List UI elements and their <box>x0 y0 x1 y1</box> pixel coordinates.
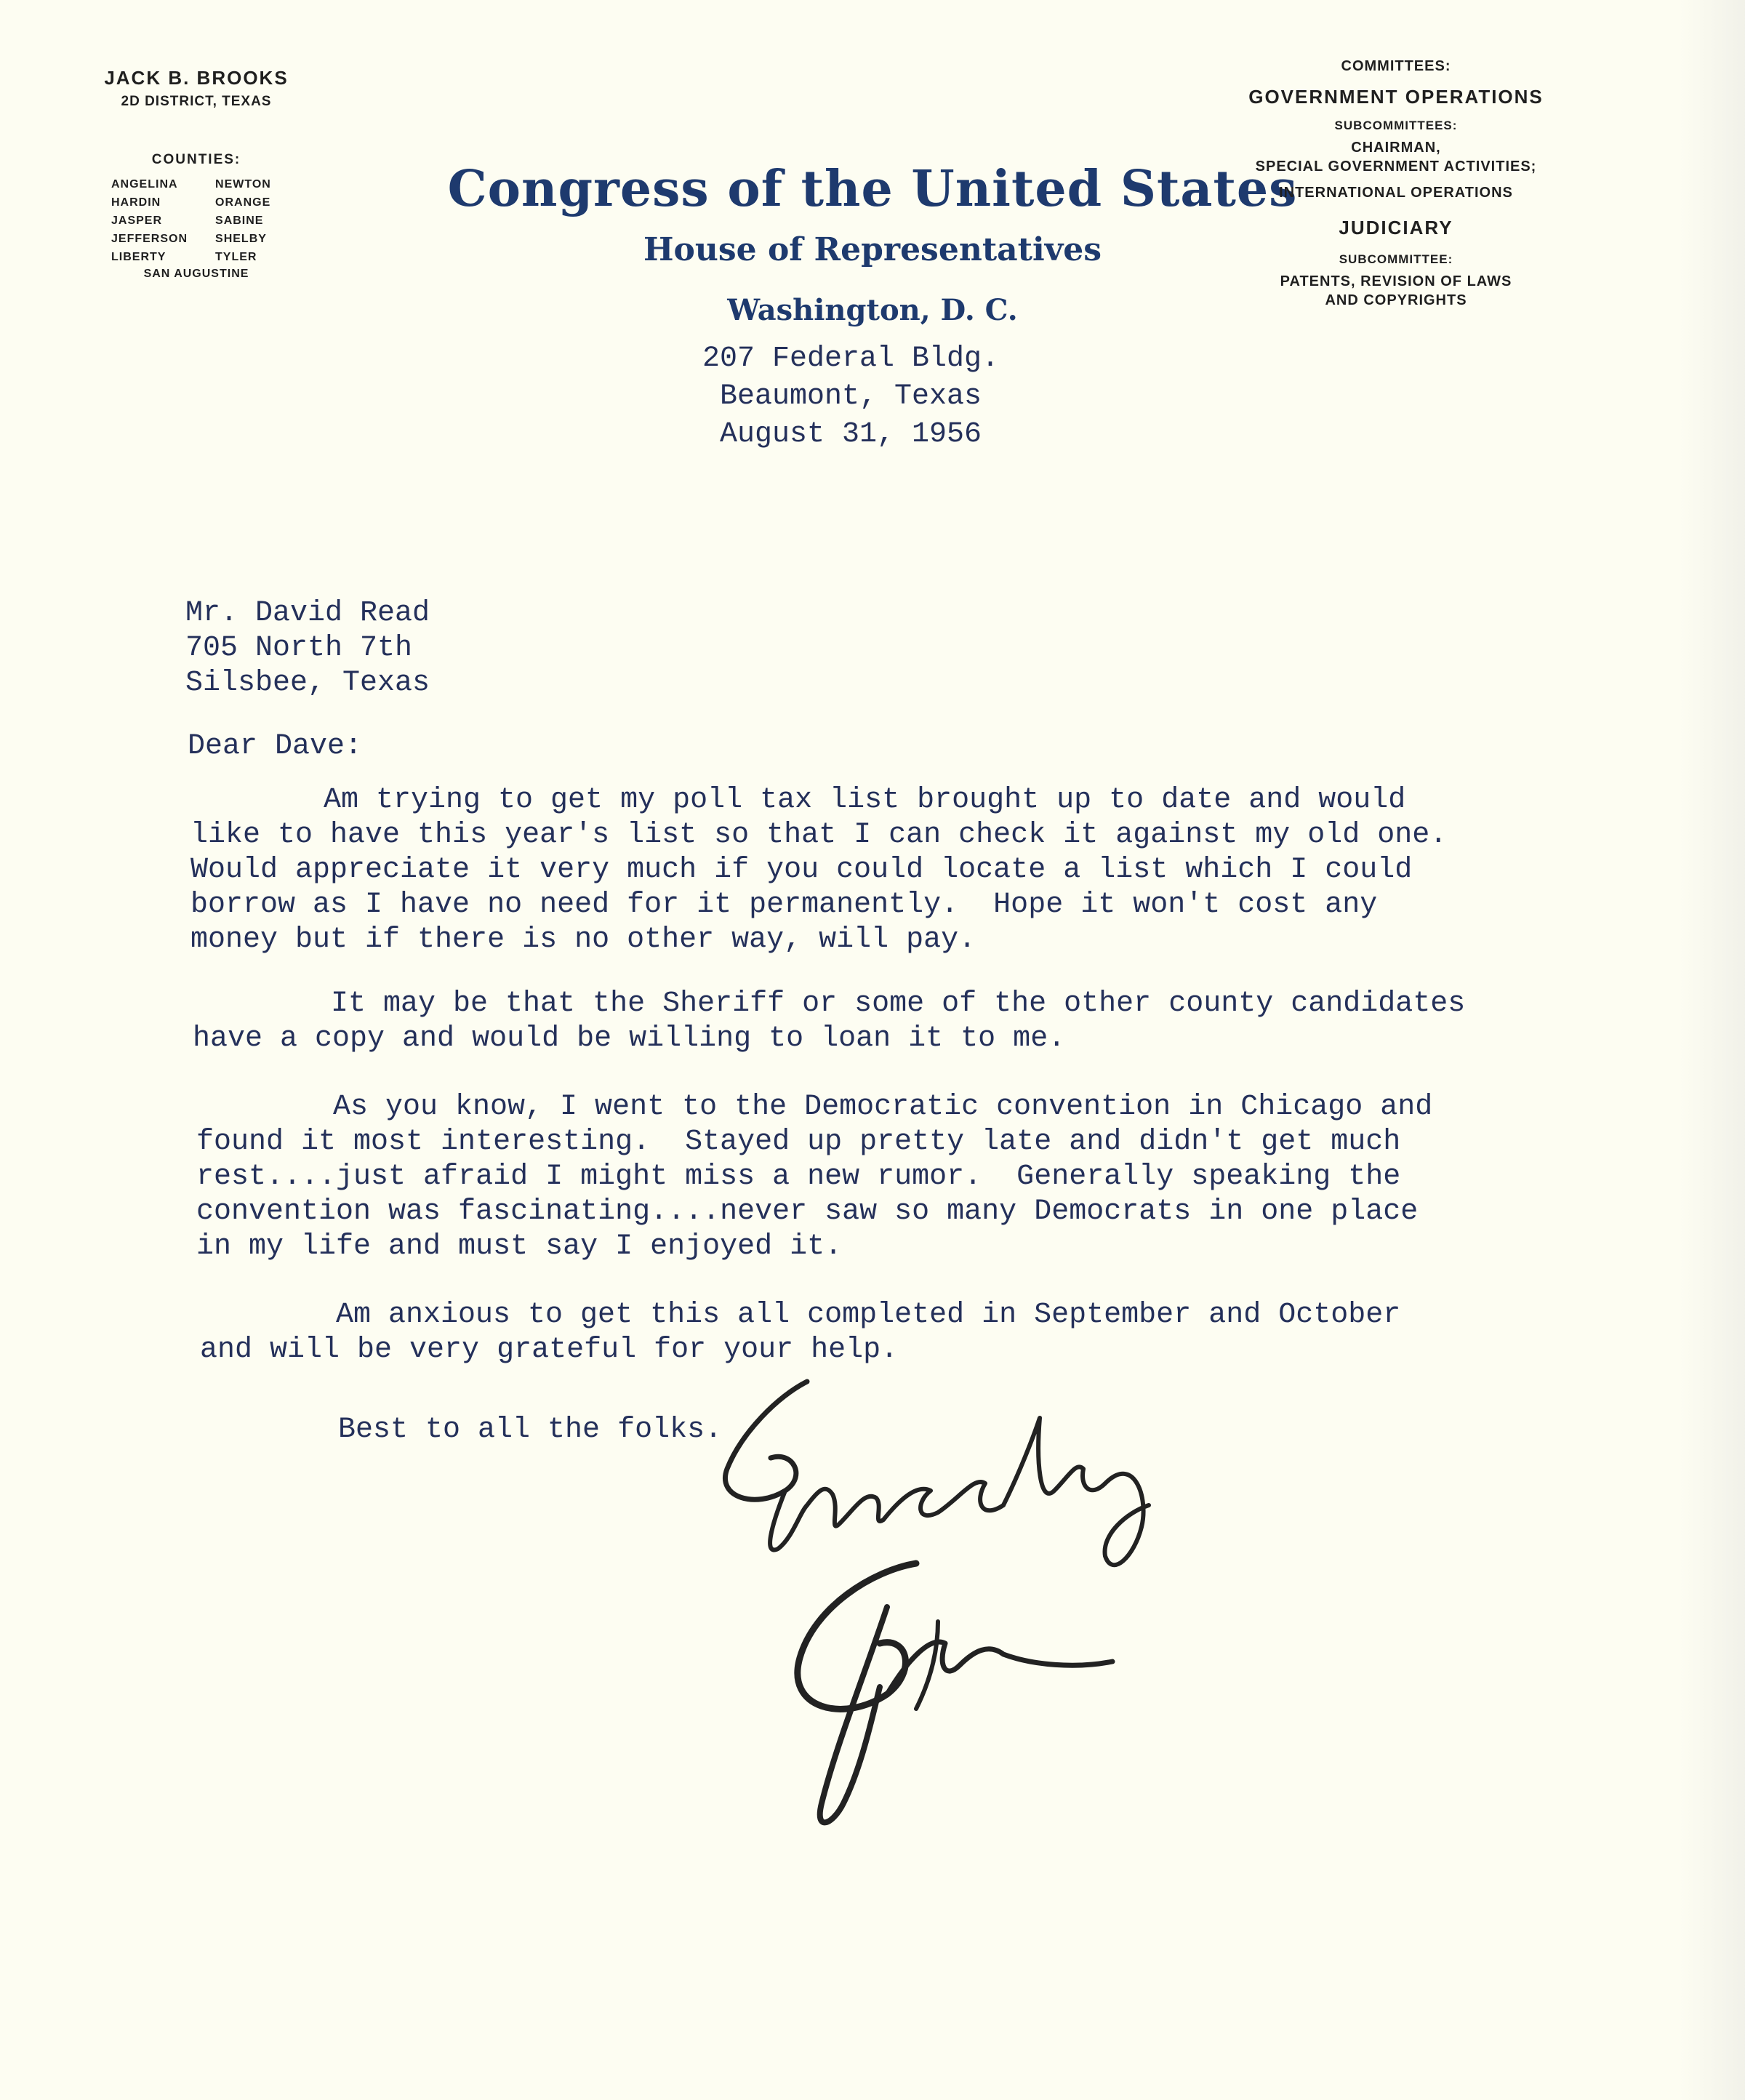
body-line: As you know, I went to the Democratic convention in Chicago and <box>333 1091 1433 1123</box>
house-title: House of Representatives <box>643 231 1102 268</box>
county-item: ANGELINA <box>111 178 178 191</box>
letterhead-left <box>76 67 316 281</box>
letterhead-right <box>1192 57 1600 310</box>
sender-address <box>676 340 1025 454</box>
county-item: NEWTON <box>215 178 271 191</box>
committees-label: COMMITTEES: <box>1341 58 1451 74</box>
county-column-2 <box>215 175 271 266</box>
body-line: have a copy and would be willing to loan it to me. <box>193 1022 1066 1055</box>
body-line: convention was fascinating....never saw so many Democrats in one place <box>196 1195 1419 1228</box>
subcommittee-line: CHAIRMAN, <box>1351 140 1441 156</box>
recipient-city: Silsbee, Texas <box>185 667 430 700</box>
subcommittees-label: SUBCOMMITTEES: <box>1334 119 1458 132</box>
subcommittee-line: PATENTS, REVISION OF LAWS <box>1280 273 1512 289</box>
salutation: Dear Dave: <box>188 730 363 763</box>
recipient-street: 705 North 7th <box>185 632 413 665</box>
committee-judiciary: JUDICIARY <box>1339 217 1453 239</box>
congress-title: Congress of the United States <box>447 160 1298 218</box>
body-line: in my life and must say I enjoyed it. <box>196 1230 843 1263</box>
letterhead-center <box>436 160 1309 327</box>
sender-address-line: Beaumont, Texas <box>719 380 982 413</box>
body-line: Am trying to get my poll tax list brought up to date and would <box>324 784 1406 817</box>
body-line: like to have this year's list so that I can check it against my old one. <box>190 819 1448 851</box>
body-line: found it most interesting. Stayed up pretty late and didn't get much <box>196 1126 1401 1158</box>
county-item: SABINE <box>215 215 264 227</box>
signature-jack <box>798 1563 1112 1822</box>
county-item: SAN AUGUSTINE <box>143 268 249 280</box>
body-line: money but if there is no other way, will pay. <box>190 923 976 956</box>
body-line: Would appreciate it very much if you could locate a list which I could <box>190 854 1413 886</box>
committee-government-operations: GOVERNMENT OPERATIONS <box>1248 86 1544 108</box>
subcommittee-line: AND COPYRIGHTS <box>1325 292 1467 308</box>
county-item: HARDIN <box>111 196 161 209</box>
body-line: and will be very grateful for your help. <box>200 1334 899 1366</box>
county-item: ORANGE <box>215 196 271 209</box>
county-item: TYLER <box>215 251 257 263</box>
recipient-name: Mr. David Read <box>185 597 430 630</box>
county-item: SHELBY <box>215 233 267 245</box>
washington-title: Washington, D. C. <box>727 293 1018 327</box>
district-label: 2D DISTRICT, TEXAS <box>121 94 272 109</box>
letter-date: August 31, 1956 <box>719 418 982 451</box>
county-columns <box>111 175 316 266</box>
county-item: LIBERTY <box>111 251 167 263</box>
subcommittee-line: SPECIAL GOVERNMENT ACTIVITIES; <box>1255 159 1537 175</box>
county-item: JASPER <box>111 215 163 227</box>
body-line: rest....just afraid I might miss a new rumor. Generally speaking the <box>196 1161 1401 1193</box>
body-line: Am anxious to get this all completed in September and October <box>336 1299 1401 1331</box>
subcommittee-label: SUBCOMMITTEE: <box>1339 252 1453 266</box>
county-column-1 <box>111 175 188 266</box>
recipient-address <box>185 596 430 701</box>
counties-title: COUNTIES: <box>151 152 241 167</box>
subcommittee-line: INTERNATIONAL OPERATIONS <box>1279 185 1513 201</box>
sender-address-line: 207 Federal Bldg. <box>702 342 1000 375</box>
closing-line: Best to all the folks. <box>338 1414 723 1446</box>
signature-sincerely <box>725 1382 1149 1565</box>
body-line: It may be that the Sheriff or some of the other county candidates <box>331 987 1466 1020</box>
body-line: borrow as I have no need for it permanently. Hope it won't cost any <box>190 889 1378 921</box>
handwritten-signature <box>698 1367 1207 1876</box>
county-item: JEFFERSON <box>111 233 188 245</box>
congressman-name: JACK B. BROOKS <box>104 67 289 89</box>
